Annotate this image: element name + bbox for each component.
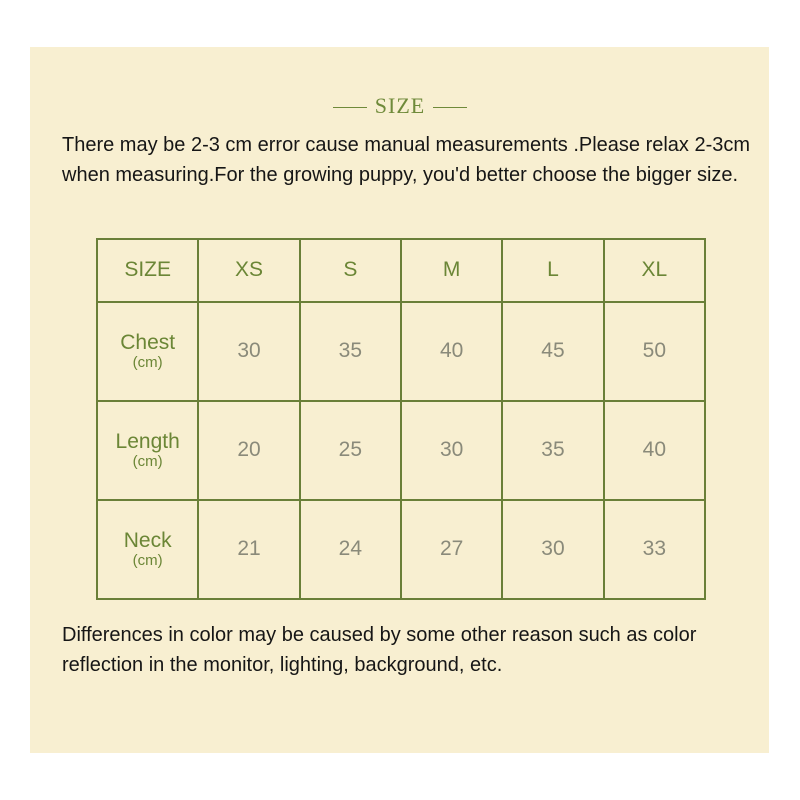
table-cell: 27 bbox=[401, 500, 502, 599]
heading-dash-right bbox=[433, 107, 467, 108]
size-header-cell: S bbox=[300, 239, 401, 302]
size-header-cell: XL bbox=[604, 239, 705, 302]
row-name: Length bbox=[115, 429, 180, 453]
table-cell: 24 bbox=[300, 500, 401, 599]
row-header-length bbox=[97, 401, 198, 500]
table-cell: 35 bbox=[502, 401, 603, 500]
table-cell: 20 bbox=[198, 401, 299, 500]
size-heading bbox=[0, 93, 800, 119]
size-header-cell: XS bbox=[198, 239, 299, 302]
row-unit: (cm) bbox=[132, 551, 163, 569]
table-row-length bbox=[97, 401, 705, 500]
size-header-cell: M bbox=[401, 239, 502, 302]
intro-text: There may be 2-3 cm error cause manual measurements .Please relax 2-3cm when measuring.For the growing puppy, you'd better choose the bigger size. bbox=[62, 134, 751, 186]
table-cell: 35 bbox=[300, 302, 401, 401]
row-unit: (cm) bbox=[132, 452, 163, 470]
size-header-cell: L bbox=[502, 239, 603, 302]
table-cell: 30 bbox=[401, 401, 502, 500]
table-row-neck bbox=[97, 500, 705, 599]
table-cell: 21 bbox=[198, 500, 299, 599]
row-name: Neck bbox=[123, 528, 172, 552]
table-corner-label: SIZE bbox=[97, 239, 198, 302]
table-cell: 50 bbox=[604, 302, 705, 401]
size-header-row bbox=[97, 239, 705, 302]
table-cell: 30 bbox=[502, 500, 603, 599]
table-cell: 40 bbox=[604, 401, 705, 500]
table-cell: 25 bbox=[300, 401, 401, 500]
color-notice-text: Differences in color may be caused by some other reason such as color reflection in the monitor, lighting, background, etc. bbox=[62, 624, 697, 676]
row-unit: (cm) bbox=[132, 353, 163, 371]
size-table bbox=[96, 238, 706, 600]
table-cell: 45 bbox=[502, 302, 603, 401]
table-cell: 30 bbox=[198, 302, 299, 401]
row-header-chest bbox=[97, 302, 198, 401]
row-header-neck bbox=[97, 500, 198, 599]
table-cell: 40 bbox=[401, 302, 502, 401]
heading-title: SIZE bbox=[374, 93, 426, 118]
heading-dash-left bbox=[333, 107, 367, 108]
table-cell: 33 bbox=[604, 500, 705, 599]
table-row-chest bbox=[97, 302, 705, 401]
row-name: Chest bbox=[120, 330, 176, 354]
